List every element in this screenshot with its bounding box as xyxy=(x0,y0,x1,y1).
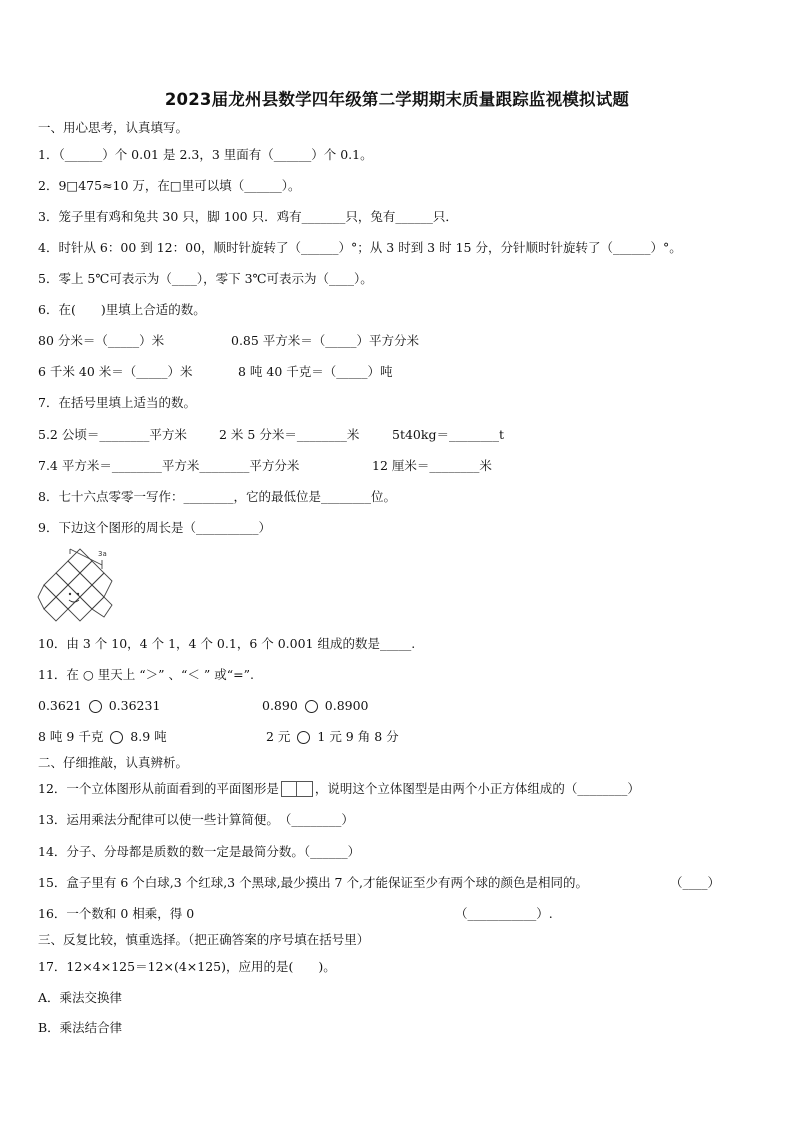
compare-right: 8.9 吨 xyxy=(130,729,167,744)
question-7-part-c: 5t40kg＝________t xyxy=(392,427,504,442)
question-7-part-d: 7.4 平方米＝________平方米________平方分米 xyxy=(38,458,300,473)
option-a: A．乘法交换律 xyxy=(38,990,123,1005)
figure-side-label: 3a xyxy=(98,550,107,558)
question-6-part-a: 80 分米＝（_____）米 xyxy=(38,333,165,348)
option-b: B．乘法结合律 xyxy=(38,1020,123,1035)
question-9: 9．下边这个图形的周长是（__________） xyxy=(38,520,271,535)
question-15-answer: （____） xyxy=(670,875,721,890)
compare-circle[interactable] xyxy=(89,700,102,713)
compare-circle[interactable] xyxy=(110,731,123,744)
question-2: 2．9□475≈10 万，在□里可以填（______）。 xyxy=(38,178,301,193)
compare-left: 0.3621 xyxy=(38,698,82,713)
compare-circle[interactable] xyxy=(305,700,318,713)
compare-circle[interactable] xyxy=(297,731,310,744)
question-12-text-a: 12．一个立体图形从前面看到的平面图形是 xyxy=(38,781,279,796)
two-squares-icon xyxy=(281,781,313,797)
section-3-heading: 三、反复比较，慎重选择。（把正确答案的序号填在括号里） xyxy=(38,932,370,947)
section-1-heading: 一、用心思考，认真填写。 xyxy=(38,120,189,135)
compare-left: 8 吨 9 千克 xyxy=(38,729,104,744)
question-13: 13．运用乘法分配律可以使一些计算简便。 （________） xyxy=(38,812,354,827)
compare-right: 1 元 9 角 8 分 xyxy=(317,729,399,744)
question-3: 3．笼子里有鸡和兔共 30 只，脚 100 只．鸡有_______只，兔有______只． xyxy=(38,209,458,224)
question-4: 4．时针从 6：00 到 12：00，顺时针旋转了（______）°；从 3 时到 3 时 15 分，分针顺时针旋转了（______）°。 xyxy=(38,240,682,255)
compare-left: 0.890 xyxy=(262,698,298,713)
question-8: 8．七十六点零零一写作：________，它的最低位是________位。 xyxy=(38,489,396,504)
question-10: 10．由 3 个 10，4 个 1，4 个 0.1，6 个 0.001 组成的数是_____. xyxy=(38,636,416,651)
page-title: 2023届龙州县数学四年级第二学期期末质量跟踪监视模拟试题 xyxy=(164,90,630,109)
compare-right: 0.8900 xyxy=(324,698,369,713)
compare-right: 0.36231 xyxy=(108,698,161,713)
compare-left: 2 元 xyxy=(266,729,291,744)
compare-row-2b xyxy=(266,728,399,746)
question-15: 15．盒子里有 6 个白球,3 个红球,3 个黑球,最少摸出 7 个,才能保证至少有两个球的颜色是相同的。 xyxy=(38,875,588,890)
question-11: 11．在 ○ 里天上 “＞” 、“＜ ” 或“=”. xyxy=(38,667,254,682)
question-6-part-d: 8 吨 40 千克＝（_____）吨 xyxy=(238,364,393,379)
question-1: 1．（______）个 0.01 是 2.3，3 里面有（______）个 0.1。 xyxy=(38,147,373,162)
question-16-answer: （___________）. xyxy=(455,906,553,921)
compare-row-1b xyxy=(262,697,369,715)
question-6: 6．在( )里填上合适的数。 xyxy=(38,302,206,317)
question-5: 5．零上 5℃可表示为（____），零下 3℃可表示为（____）。 xyxy=(38,271,373,286)
question-12 xyxy=(38,780,640,798)
section-2-heading: 二、仔细推敲，认真辨析。 xyxy=(38,755,189,770)
question-16: 16．一个数和 0 相乘，得 0 xyxy=(38,906,195,921)
question-7: 7．在括号里填上适当的数。 xyxy=(38,395,196,410)
question-6-part-c: 6 千米 40 米＝（_____）米 xyxy=(38,364,193,379)
compare-row-2a xyxy=(38,728,167,746)
question-7-part-e: 12 厘米＝________米 xyxy=(372,458,492,473)
question-17: 17．12×4×125＝12×(4×125)，应用的是( )。 xyxy=(38,959,336,974)
question-7-part-b: 2 米 5 分米＝________米 xyxy=(219,427,360,442)
staircase-figure xyxy=(36,545,118,629)
question-12-text-b: ，说明这个立体图型是由两个小正方体组成的（________） xyxy=(314,781,640,796)
question-6-part-b: 0.85 平方米＝（_____）平方分米 xyxy=(231,333,420,348)
question-14: 14．分子、分母都是质数的数一定是最简分数。（______） xyxy=(38,844,361,859)
compare-row-1a xyxy=(38,697,160,715)
question-7-part-a: 5.2 公顷＝________平方米 xyxy=(38,427,187,442)
